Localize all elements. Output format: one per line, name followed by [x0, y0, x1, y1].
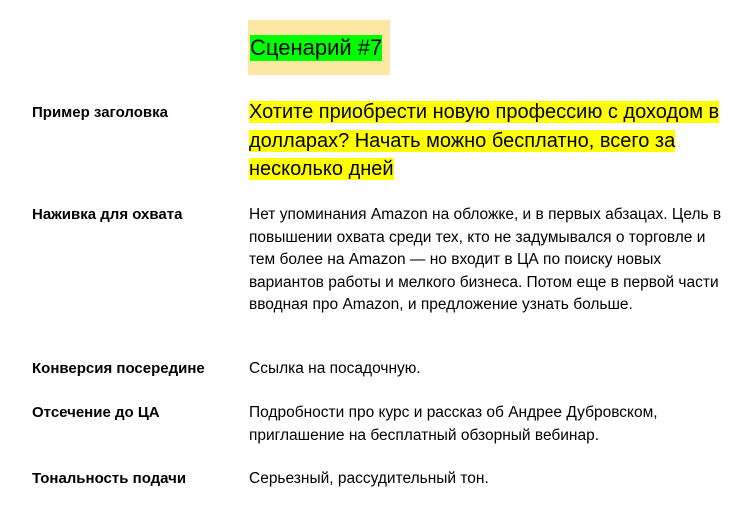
row-label: Пример заголовка [32, 104, 168, 121]
row-label: Наживка для охвата [32, 206, 183, 223]
row-value: Ссылка на посадочную. [249, 360, 421, 377]
row-label: Отсечение до ЦА [32, 404, 160, 421]
row-label: Конверсия посередине [32, 360, 205, 377]
headline-example-highlight: Хотите приобрести новую профессию с доходом в долларах? Начать можно бесплатно, всего за несколько дней [249, 101, 720, 180]
row-value: Серьезный, рассудительный тон. [249, 470, 489, 487]
scenario-cell [248, 20, 390, 75]
headline-example-text [249, 98, 729, 184]
row-label: Тональность подачи [32, 470, 187, 487]
row-value: Нет упоминания Amazon на обложке, и в первых абзацах. Цель в повышении охвата среди тех, кто не задумывался о торговле и тем более на Amazon — но входит в ЦА по поиску новых вариантов работы и мелкого бизнеса. Потом еще в первой части вводная про Amazon, и предложение узнать больше. [249, 206, 722, 314]
scenario-title: Сценарий #7 [250, 35, 383, 60]
row-value: Подробности про курс и рассказ об Андрее Дубровском, приглашение на бесплатный обзорный вебинар. [249, 404, 658, 444]
